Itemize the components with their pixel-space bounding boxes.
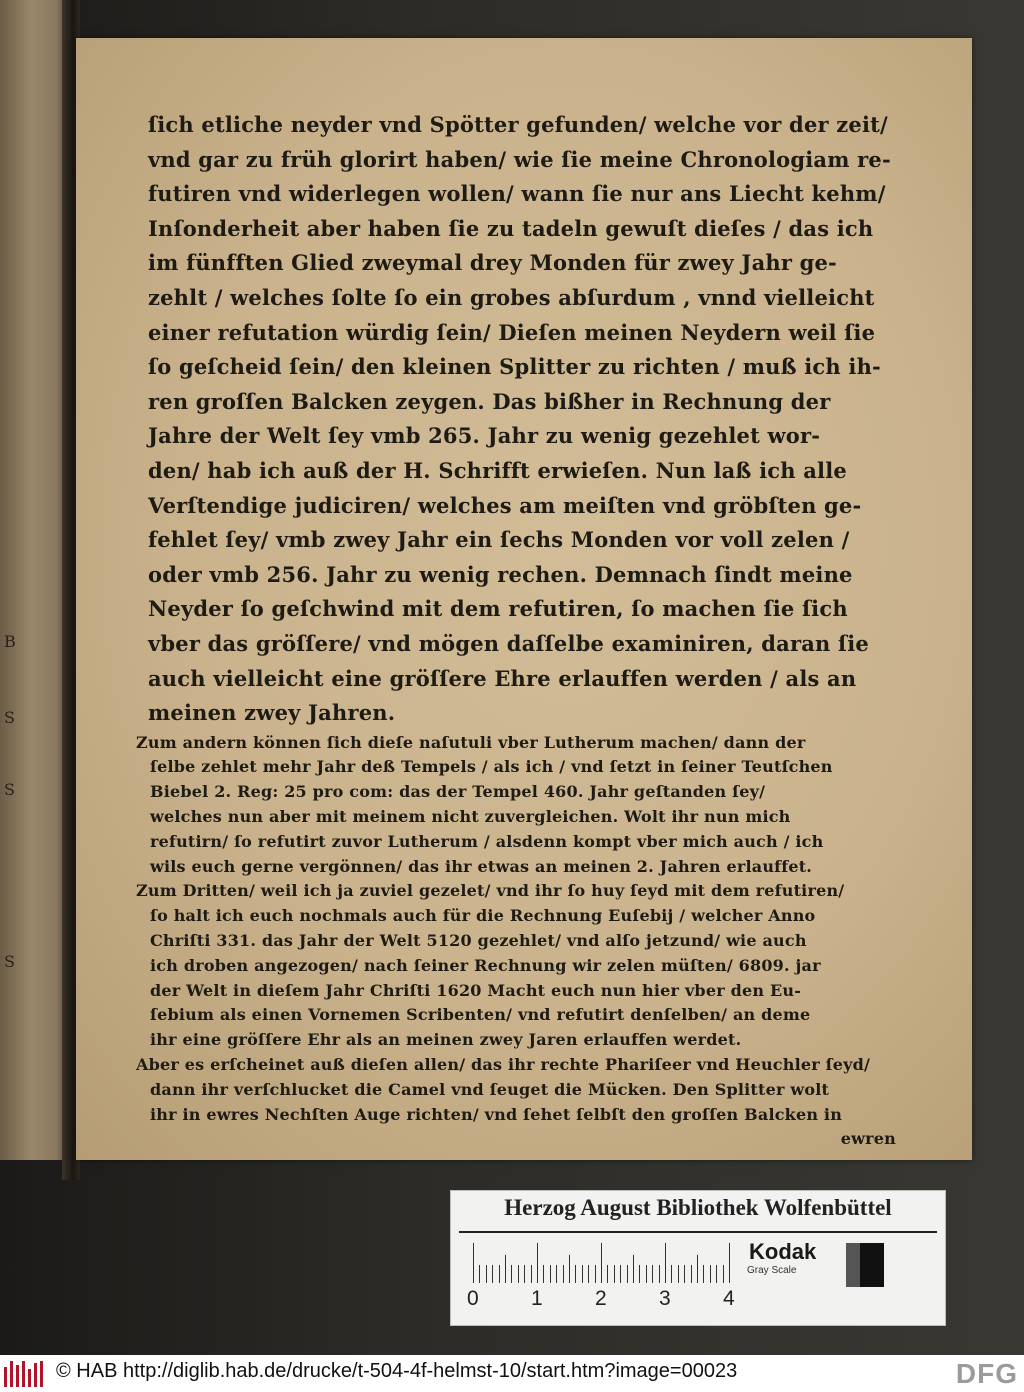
ruler-tick — [691, 1265, 692, 1283]
text-line: meinen zwey Jahren. — [148, 700, 396, 726]
text-line: einer refutation würdig ſein/ Dieſen meinen Neydern weil ſie — [148, 319, 876, 345]
text-line: ihr in ewres Nechſten Auge richten/ vnd ſehet ſelbſt den groſſen Balcken in — [150, 1104, 843, 1124]
book-page — [76, 38, 972, 1160]
logo-bar — [28, 1369, 31, 1387]
ruler-tick — [518, 1265, 519, 1283]
gray-scale-label: Gray Scale — [747, 1265, 797, 1276]
text-line: Inſonderheit aber haben ſie zu tadeln gewuſt dieſes / das ich — [148, 215, 874, 241]
text-line: Zum andern können ſich dieſe naſutuli vber Lutherum machen/ dann der — [136, 732, 806, 752]
text-line: Biebel 2. Reg: 25 pro com: das der Tempel 460. Jahr geſtanden ſey/ — [150, 782, 766, 802]
text-line: zehlt / welches ſolte ſo ein grobes abſurdum , vnnd vielleicht — [148, 284, 875, 310]
text-line: ſebium als einen Vornemen Scribenten/ vnd refutirt denſelben/ an deme — [150, 1005, 811, 1025]
ruler-tick — [563, 1265, 564, 1283]
text-line: Chriſti 331. das Jahr der Welt 5120 gezehlet/ vnd alſo jetzund/ wie auch — [150, 931, 807, 951]
left-page-mark: S — [4, 952, 15, 971]
text-line: Zum Dritten/ weil ich ja zuviel gezelet/ vnd ihr ſo huy ſeyd mit dem refutiren/ — [136, 881, 845, 901]
ruler-tick — [543, 1265, 544, 1283]
text-line: der Welt in dieſem Jahr Chriſti 1620 Macht euch nun hier vber den Eu- — [150, 980, 802, 1000]
text-line: Neyder ſo geſchwind mit dem refutiren, ſo machen ſie ſich — [148, 596, 848, 622]
ruler-tick — [601, 1243, 602, 1283]
ruler-tick — [678, 1265, 679, 1283]
text-line: im fünfften Glied zweymal drey Monden für zwey Jahr ge- — [148, 250, 837, 276]
text-line: wils euch gerne vergönnen/ das ihr etwas an meinen 2. Jahren erlauffet. — [150, 856, 813, 876]
ruler-tick — [524, 1265, 525, 1283]
text-line: den/ hab ich auß der H. Schrifft erwieſen. Nun laß ich alle — [148, 457, 847, 483]
logo-bar — [4, 1367, 7, 1387]
text-line: futiren vnd widerlegen wollen/ wann ſie nur ans Liecht kehm/ — [148, 181, 886, 207]
text-line: auch vielleicht eine gröſſere Ehre erlauffen werden / als an — [148, 665, 857, 691]
text-line: dann ihr verſchlucket die Camel vnd ſeuget die Mücken. Den Splitter wolt — [150, 1079, 830, 1099]
ruler-tick — [620, 1265, 621, 1283]
ruler-tick — [492, 1265, 493, 1283]
hab-logo-icon — [4, 1361, 46, 1387]
text-line: ſich etliche neyder vnd Spötter gefunden/ welche vor der zeit/ — [148, 112, 888, 137]
logo-bar — [10, 1361, 13, 1387]
ruler-tick — [511, 1265, 512, 1283]
ruler-tick — [716, 1265, 717, 1283]
gray-swatch-light — [846, 1243, 860, 1287]
ruler-tick — [569, 1255, 570, 1283]
ruler-tick — [479, 1265, 480, 1283]
divider — [459, 1231, 937, 1233]
text-line: ihr eine gröſſere Ehr als an meinen zwey Jaren erlauffen werdet. — [150, 1030, 742, 1050]
logo-bar — [34, 1363, 37, 1387]
ruler-tick — [723, 1265, 724, 1283]
logo-bar — [16, 1365, 19, 1387]
kodak-logo: Kodak — [749, 1239, 817, 1264]
ruler-tick — [505, 1255, 506, 1283]
main-paragraph — [136, 108, 916, 731]
dfg-logo: DFG — [955, 1358, 1018, 1389]
ruler-tick — [575, 1265, 576, 1283]
ruler-number: 3 — [659, 1287, 671, 1310]
ruler-tick — [671, 1265, 672, 1283]
ruler-tick — [665, 1243, 666, 1283]
ruler-number: 1 — [531, 1287, 543, 1310]
ruler-tick — [710, 1265, 711, 1283]
ruler-tick — [627, 1265, 628, 1283]
left-page-edge — [0, 0, 70, 1160]
color-target — [450, 1190, 946, 1326]
ruler-number: 0 — [467, 1287, 479, 1310]
text-line: fehlet ſey/ vmb zwey Jahr ein ſechs Monden vor voll zelen / — [148, 527, 850, 553]
text-line: ren groſſen Balcken zeygen. Das bißher in Rechnung der — [148, 388, 831, 414]
left-page-mark: S — [4, 780, 15, 799]
ruler-tick — [639, 1265, 640, 1283]
text-line: oder vmb 256. Jahr zu wenig rechen. Demnach ſindt meine — [148, 561, 853, 587]
ruler-tick — [607, 1265, 608, 1283]
ruler-tick — [646, 1265, 647, 1283]
scale-ruler — [467, 1243, 735, 1310]
text-line: refutirn/ ſo refutirt zuvor Lutherum / alsdenn kompt vber mich auch / ich — [150, 831, 824, 851]
text-line: Jahre der Welt ſey vmb 265. Jahr zu wenig gezehlet wor- — [148, 423, 821, 449]
ruler-tick — [703, 1265, 704, 1283]
ruler-tick — [531, 1265, 532, 1283]
ruler-tick — [556, 1265, 557, 1283]
ruler-tick — [537, 1243, 538, 1283]
ruler-tick — [486, 1265, 487, 1283]
secondary-paragraphs — [136, 731, 916, 1128]
ruler-tick — [614, 1265, 615, 1283]
ruler-tick — [659, 1265, 660, 1283]
text-line: vnd gar zu früh glorirt haben/ wie ſie meine Chronologiam re- — [148, 146, 891, 172]
ruler-tick — [633, 1255, 634, 1283]
ruler-tick — [595, 1265, 596, 1283]
ruler-tick — [499, 1265, 500, 1283]
text-line: Verſtendige judiciren/ welches am meiſten vnd gröbſten ge- — [148, 492, 862, 518]
page-text — [136, 108, 916, 1148]
footer-bar — [0, 1355, 1024, 1392]
text-line: Aber es erſcheinet auß dieſen allen/ das ihr rechte Phariſeer vnd Heuchler ſeyd/ — [136, 1055, 871, 1075]
ruler-tick — [697, 1255, 698, 1283]
left-page-mark: B — [4, 632, 16, 651]
library-name: Herzog August Bibliothek Wolfenbüttel — [504, 1195, 892, 1220]
ruler-number: 4 — [723, 1287, 735, 1310]
ruler-tick — [684, 1265, 685, 1283]
footer-credit[interactable]: © HAB http://diglib.hab.de/drucke/t-504-4f-helmst-10/start.htm?image=00023 — [56, 1360, 738, 1382]
text-line: welches nun aber mit meinem nicht zuvergleichen. Wolt ihr nun mich — [150, 807, 791, 827]
text-line: ſelbe zehlet mehr Jahr deß Tempels / als ich / vnd ſetzt in ſeiner Teutſchen — [150, 757, 833, 777]
logo-bar — [40, 1361, 43, 1387]
ruler-tick — [588, 1265, 589, 1283]
ruler-tick — [729, 1243, 730, 1283]
logo-bar — [22, 1361, 25, 1387]
catchword: ewren — [840, 1129, 896, 1149]
ruler-tick — [652, 1265, 653, 1283]
ruler-tick — [550, 1265, 551, 1283]
ruler-tick — [473, 1243, 474, 1283]
text-line: ſo geſcheid ſein/ den kleinen Splitter zu richten / muß ich ih- — [148, 354, 881, 380]
ruler-tick — [582, 1265, 583, 1283]
text-line: vber das gröſſere/ vnd mögen daſſelbe examiniren, daran ſie — [148, 630, 869, 656]
text-line: ich droben angezogen/ nach ſeiner Rechnung wir zelen müſten/ 6809. jar — [150, 955, 821, 975]
left-page-mark: S — [4, 708, 15, 727]
ruler-number: 2 — [595, 1287, 607, 1310]
text-line: ſo halt ich euch nochmals auch für die Rechnung Euſebij / welcher Anno — [150, 906, 816, 926]
